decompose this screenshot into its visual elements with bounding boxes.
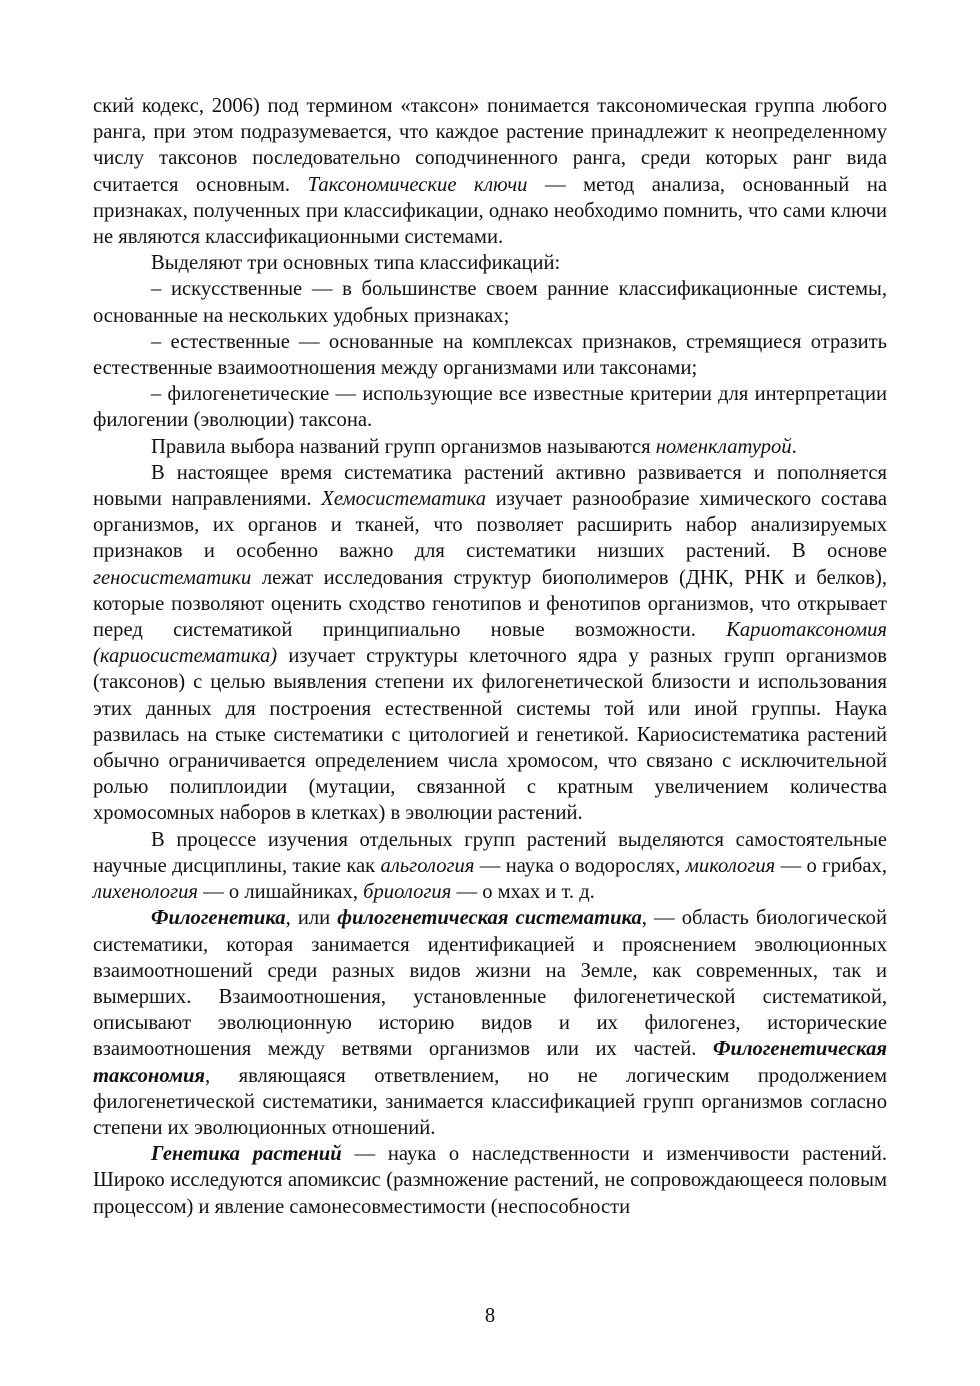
text-run: изучает структуры клеточного ядра у разных групп организмов (таксонов) с целью выявления степени их филогенетической близости и использования этих данных для построения естественной системы той или иной группы. Наука развилась на стыке систематики с цитологией и генетикой. Кариосистематика растений обычно ограничивается определением числа хромосом, что связано с исключительной ролью полиплоидии (мутации, связанной с кратным увеличением количества хромосомных наборов в клетках) в эволюции растений. — [93, 645, 887, 825]
text-run: — наука о наследственности и изменчивости растений. Широко исследуются апомиксис (размножение растений, не сопровождающееся половым процессом) и явление самонесовместимости (неспособности — [93, 1143, 888, 1218]
paragraph — [93, 250, 887, 276]
text-run: Выделяют три основных типа классификаций: — [151, 252, 561, 275]
body-text — [93, 93, 887, 1220]
paragraph — [93, 460, 887, 827]
text-run: , или — [285, 907, 338, 930]
text-run: — о грибах, — [775, 854, 887, 877]
text-run: изучает разнообразие химического состава организмов, их органов и тканей, что позволяет расширить набор анализируемых признаков и особенно важно для систематики низших растений. В основе — [93, 488, 887, 563]
text-run: , являющаяся ответвлением, но не логическим продолжением филогенетической систематики, занимается классификацией групп организмов согласно степени их эволюционных отношений. — [93, 1064, 887, 1139]
text-run: В процессе изучения отдельных групп растений выделяются самостоятельные научные дисциплины, такие как — [93, 828, 887, 877]
text-run: — наука о водорослях, — [474, 854, 686, 877]
paragraph — [93, 905, 887, 1141]
text-run: Правила выбора названий групп организмов называются — [151, 435, 656, 458]
text-run: . — [791, 435, 797, 458]
text-run: лежат исследования структур биополимеров (ДНК, РНК и белков), которые позволяют оценить сходство генотипов и фенотипов организмов, что открывает перед систематикой принципиально новые возможности. — [93, 566, 887, 642]
paragraph — [93, 276, 887, 328]
text-run: – искусственные — в большинстве своем ранние классификационные системы, основанные на нескольких удобных признаках; — [93, 278, 887, 327]
text-run: — метод анализа, основанный на признаках, полученных при классификации, однако необходимо помнить, что сами ключи не являются классификационными системами. — [93, 173, 887, 249]
paragraph — [93, 827, 887, 906]
italic-term: номенклатурой — [655, 435, 792, 458]
paragraph — [93, 93, 887, 250]
italic-term: микология — [685, 854, 776, 877]
italic-term: Кариотаксономия (кариосистематика) — [93, 619, 887, 668]
paragraph — [93, 381, 887, 433]
text-run: В настоящее время систематика растений активно развивается и пополняется новыми направлениями. — [93, 461, 887, 511]
italic-term: лихенология — [93, 881, 198, 904]
italic-term: геносистематики — [93, 566, 252, 589]
text-run: — о мхах и т. д. — [451, 881, 595, 904]
text-run: ский кодекс, 2006) под термином «таксон» понимается таксономическая группа любого ранга, при этом подразумевается, что каждое растение принадлежит к неопределенному числу таксонов последовательно соподчиненного ранга, среди которых ранг вида считается основным. — [93, 95, 887, 196]
bold-italic-term: Генетика растений — [151, 1143, 342, 1166]
text-run: – филогенетические — использующие все известные критерии для интерпретации филогении (эволюции) таксона. — [93, 383, 887, 432]
italic-term: бриология — [363, 881, 452, 904]
paragraph — [93, 1141, 887, 1220]
bold-italic-term: Филогенетика — [151, 907, 286, 930]
bold-italic-term: филогенетическая систематика — [337, 907, 642, 930]
page-number: 8 — [484, 1305, 496, 1327]
text-run: — о лишайниках, — [198, 881, 364, 904]
paragraph — [93, 329, 887, 381]
bold-italic-term: Филогенетическая таксономия — [93, 1038, 887, 1087]
text-run: , — область биологической систематики, которая занимается идентификацией и прояснением эволюционных взаимоотношений среди разных видов жизни на Земле, как современных, так и вымерших. Взаимоотношения, установленные филогенетической систематикой, описывают эволюционную историю видов и их филогенез, исторические взаимоотношения между ветвями организмов или их частей. — [93, 907, 887, 1061]
italic-term: Хемосистематика — [321, 488, 487, 511]
text-run: – естественные — основанные на комплексах признаков, стремящиеся отразить естественные взаимоотношения между организмами или таксонами; — [93, 330, 887, 380]
paragraph — [93, 434, 887, 460]
italic-term: альгология — [380, 854, 475, 877]
italic-term: Таксономические ключи — [307, 173, 528, 196]
